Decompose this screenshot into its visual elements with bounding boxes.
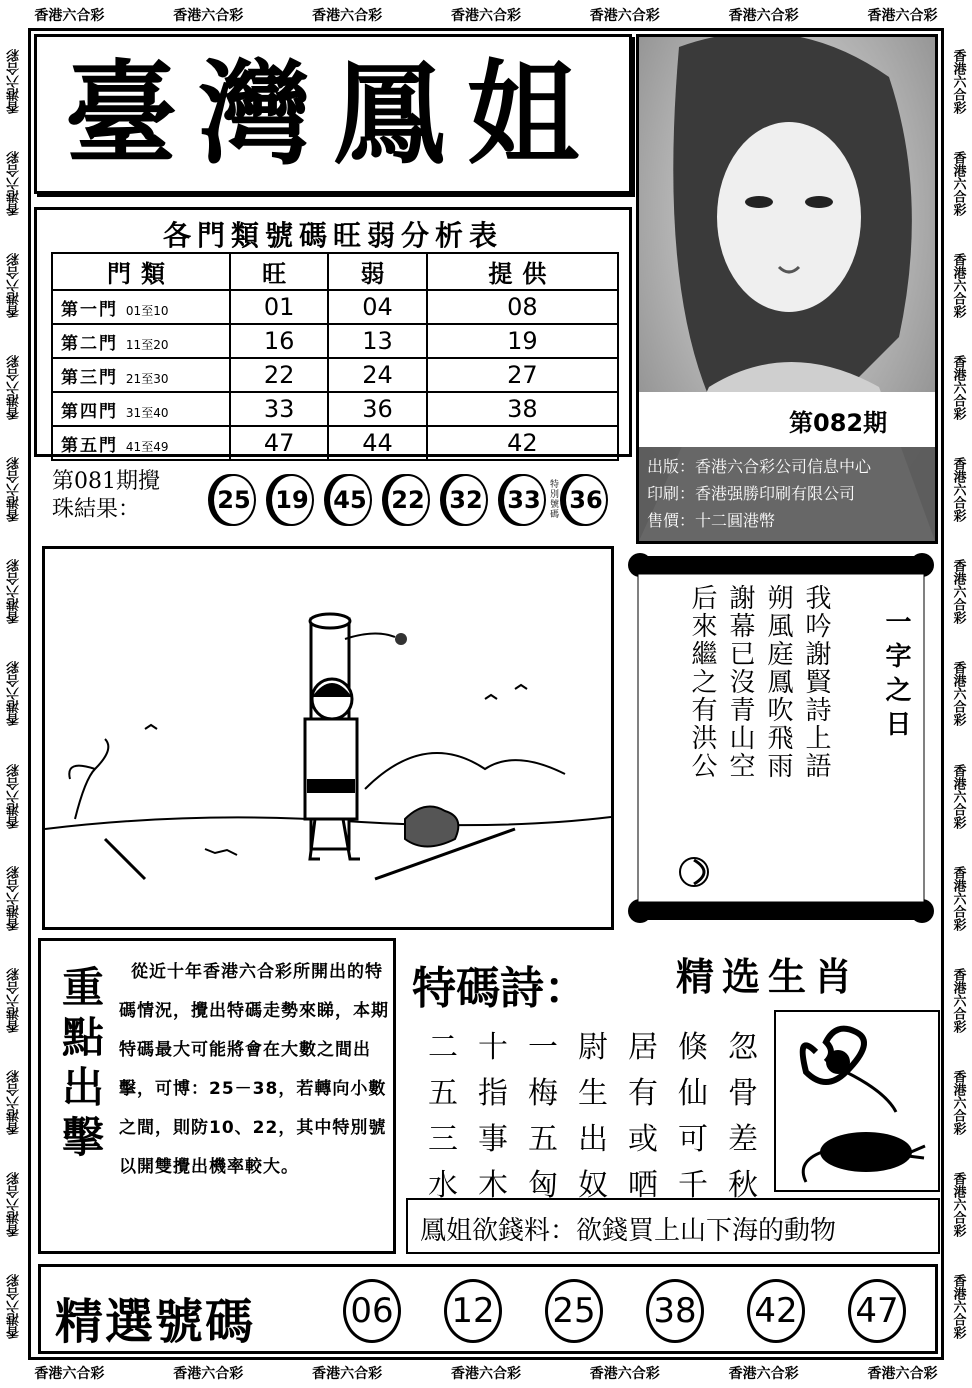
- weak-cell: 44: [328, 426, 426, 460]
- photo-panel: [636, 34, 938, 544]
- table-row: [52, 392, 618, 426]
- result-ball: 25: [212, 474, 256, 526]
- strong-cell: 47: [230, 426, 328, 460]
- special-number-tag: 特別號碼: [550, 480, 560, 520]
- bottom-border-strip: 香港六合彩 香港六合彩 香港六合彩 香港六合彩 香港六合彩 香港六合彩 香港六合彩: [34, 1366, 938, 1382]
- table-row: [52, 358, 618, 392]
- strong-cell: 01: [230, 290, 328, 324]
- column-header: 提供: [427, 253, 618, 290]
- page-title: 臺灣鳳姐: [65, 49, 601, 180]
- weak-cell: 04: [328, 290, 426, 324]
- result-ball: 22: [386, 474, 430, 526]
- key-analysis-panel: [38, 938, 396, 1254]
- offer-cell: 08: [427, 290, 618, 324]
- illustration-panel: [42, 546, 614, 930]
- result-ball: 45: [328, 474, 372, 526]
- table-row: [52, 290, 618, 324]
- poem-scroll: [624, 550, 938, 926]
- selected-numbers-panel: [38, 1264, 938, 1354]
- special-poem-grid: 二 十 一 尉 居 倏 忽 五 指 梅 生 有 仙 骨 三 事 五 出 或 可 差 水 木 匈 奴 哂 千 秋: [428, 1030, 758, 1203]
- poem-title: 一字之日: [881, 608, 911, 744]
- selected-ball: 38: [646, 1279, 704, 1343]
- special-poem-label: 特碼詩：: [412, 963, 588, 1014]
- strong-cell: 22: [230, 358, 328, 392]
- special-ball: 36: [564, 474, 608, 526]
- title-panel: [34, 34, 632, 194]
- category-cell: 第三門 21至30: [52, 358, 230, 392]
- category-cell: 第四門 31至40: [52, 392, 230, 426]
- column-header: 門類: [52, 253, 230, 290]
- last-result-balls: [212, 474, 622, 526]
- table-row: [52, 426, 618, 460]
- result-ball: 33: [502, 474, 546, 526]
- table-header-row: [52, 253, 618, 290]
- top-border-strip: 香港六合彩 香港六合彩 香港六合彩 香港六合彩 香港六合彩 香港六合彩 香港六合彩: [34, 8, 938, 24]
- key-text: 從近十年香港六合彩所開出的特碼情況，攪出特碼走勢來睇，本期特碼最大可能將會在大數之間出擊，可博：25－38，若轉向小數之間，則防10、22，其中特別號以開雙攪出機率較大。: [119, 962, 389, 1177]
- selected-ball: 42: [747, 1279, 805, 1343]
- analysis-table: [51, 252, 619, 461]
- zodiac-title: 精选生肖: [676, 954, 861, 999]
- weak-cell: 36: [328, 392, 426, 426]
- weak-cell: 24: [328, 358, 426, 392]
- last-result-label: 第081期攪 珠結果：: [52, 469, 160, 522]
- table-heading: 各門類號碼旺弱分析表: [162, 219, 503, 252]
- poem-line: 謝幕已沒青山空: [725, 584, 755, 780]
- result-ball: 32: [444, 474, 488, 526]
- money-hint-panel: [406, 1198, 940, 1254]
- zodiac-image: [774, 1010, 940, 1192]
- left-border-strip: 香港六合彩 香港六合彩 香港六合彩 香港六合彩 香港六合彩 香港六合彩 香港六合彩 香港六合彩 香港六合彩 香港六合彩 香港六合彩 香港六合彩 香港六合彩: [6, 48, 22, 1340]
- publisher-info: 出版：香港六合彩公司信息中心 印刷：香港强勝印刷有限公司 售價：十二圓港幣: [647, 457, 872, 530]
- boy-tree-illustration: [45, 549, 611, 927]
- offer-cell: 19: [427, 324, 618, 358]
- strong-cell: 33: [230, 392, 328, 426]
- strong-cell: 16: [230, 324, 328, 358]
- selected-ball: 47: [848, 1279, 906, 1343]
- poem-line: 后來繼之有洪公: [687, 584, 717, 780]
- selected-numbers-balls: [343, 1279, 949, 1343]
- money-hint-text: 鳳姐欲錢料：欲錢買上山下海的動物: [420, 1216, 837, 1246]
- selected-ball: 06: [343, 1279, 401, 1343]
- column-header: 弱: [328, 253, 426, 290]
- selected-numbers-label: 精選號碼: [55, 1294, 256, 1350]
- analysis-table-panel: [34, 207, 632, 457]
- offer-cell: 42: [427, 426, 618, 460]
- category-cell: 第一門 01至10: [52, 290, 230, 324]
- weak-cell: 13: [328, 324, 426, 358]
- poem-line: 朔風庭鳳吹飛雨: [763, 584, 793, 780]
- poem-line: 我吟謝賢詩上語: [801, 584, 831, 780]
- selected-ball: 25: [545, 1279, 603, 1343]
- offer-cell: 27: [427, 358, 618, 392]
- result-ball: 19: [270, 474, 314, 526]
- issue-number: 第082期: [789, 409, 888, 437]
- category-cell: 第二門 11至20: [52, 324, 230, 358]
- selected-ball: 12: [444, 1279, 502, 1343]
- right-border-strip: 香港六合彩 香港六合彩 香港六合彩 香港六合彩 香港六合彩 香港六合彩 香港六合彩 香港六合彩 香港六合彩 香港六合彩 香港六合彩 香港六合彩 香港六合彩: [950, 48, 966, 1340]
- poem-lines: [680, 584, 832, 780]
- key-title: 重點出擊: [56, 965, 105, 1165]
- offer-cell: 38: [427, 392, 618, 426]
- category-cell: 第五門 41至49: [52, 426, 230, 460]
- table-row: [52, 324, 618, 358]
- column-header: 旺: [230, 253, 328, 290]
- rat-icon: [776, 1012, 938, 1190]
